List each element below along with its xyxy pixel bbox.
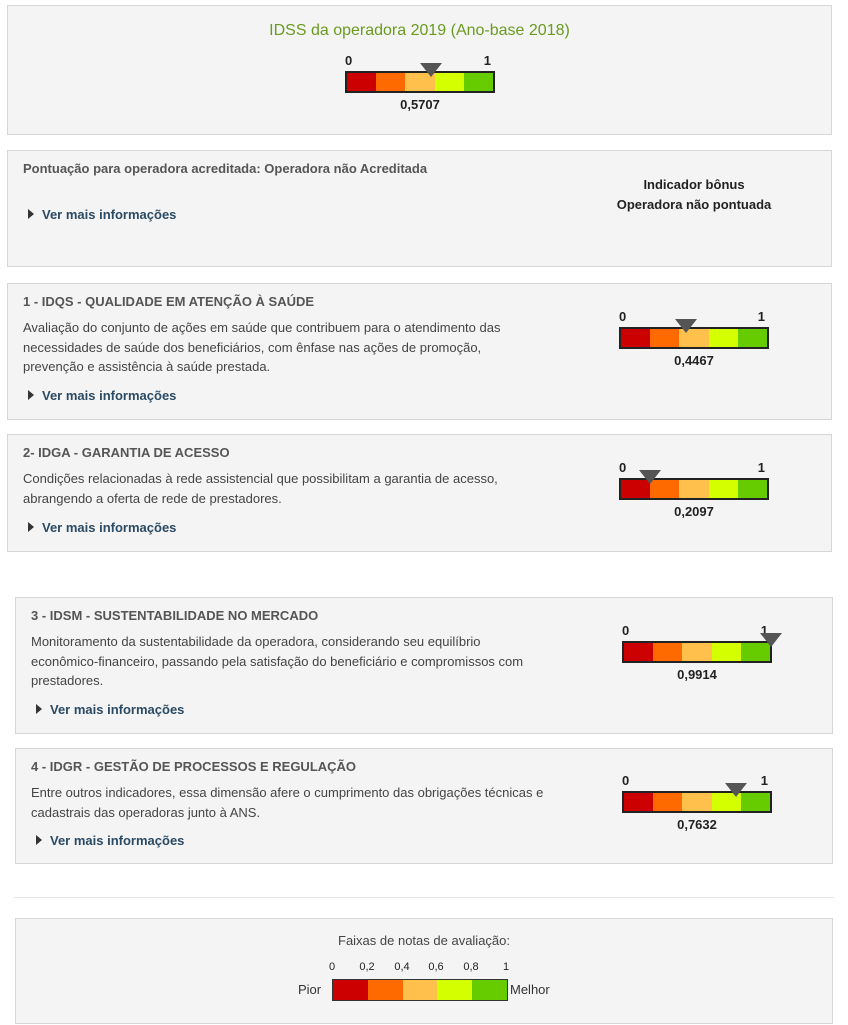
gauge-score: 0,2097 <box>674 504 714 519</box>
idsm-gauge <box>622 623 772 683</box>
gauge-marker <box>725 783 747 797</box>
section-title: 4 - IDGR - GESTÃO DE PROCESSOS E REGULAÇÃO <box>31 759 357 774</box>
section-idsm <box>15 597 833 734</box>
idss-summary-panel <box>7 5 832 135</box>
ver-mais-link-idqs[interactable] <box>28 388 176 403</box>
section-description: Monitoramento da sustentabilidade da operadora, considerando seu equilíbrio econômico-financeiro, passando pela satisfação do beneficiário e compromissos com prestadores. <box>31 634 524 688</box>
ver-mais-link-idga[interactable] <box>28 520 176 535</box>
section-title: 3 - IDSM - SUSTENTABILIDADE NO MERCADO <box>31 608 319 623</box>
caret-right-icon <box>28 522 34 532</box>
section-description: Entre outros indicadores, essa dimensão afere o cumprimento das obrigações técnicas e cadastrais das operadoras junto à ANS. <box>31 785 544 820</box>
idgr-gauge <box>622 773 772 833</box>
legend-tick: 0,4 <box>394 961 410 973</box>
legend-worst-label: Pior <box>298 982 322 997</box>
gauge-score: 0,7632 <box>677 817 717 832</box>
section-title: 1 - IDQS - QUALIDADE EM ATENÇÃO À SAÚDE <box>23 294 315 309</box>
ver-mais-link-idgr[interactable] <box>36 833 184 848</box>
bonus-indicator <box>584 175 804 215</box>
ver-mais-link-idsm[interactable] <box>36 702 184 717</box>
accreditation-title: Pontuação para operadora acreditada: Operadora não Acreditada <box>23 161 428 176</box>
legend-tick: 0 <box>328 961 336 973</box>
gauge-min-label: 0 <box>619 460 627 475</box>
caret-right-icon <box>36 704 42 714</box>
gauge-max-label: 1 <box>760 773 768 788</box>
gauge-score: 0,9914 <box>677 667 717 682</box>
section-description: Condições relacionadas à rede assistencial que possibilitam a garantia de acesso, abrangendo a oferta de rede de prestadores. <box>23 471 498 506</box>
gauge-max-label: 1 <box>760 623 768 638</box>
ver-mais-label: Ver mais informações <box>50 702 185 717</box>
ver-mais-label: Ver mais informações <box>42 207 177 222</box>
idqs-gauge <box>619 309 769 369</box>
idga-gauge <box>619 460 769 520</box>
gauge-score: 0,4467 <box>674 353 714 368</box>
section-idqs <box>7 283 832 420</box>
gauge-marker <box>760 633 782 647</box>
accreditation-panel <box>7 150 832 267</box>
legend-best-label: Melhor <box>510 982 550 997</box>
ver-mais-label: Ver mais informações <box>42 520 177 535</box>
section-idgr <box>15 748 833 864</box>
gauge-max-label: 1 <box>483 53 491 68</box>
idss-gauge <box>345 53 495 113</box>
section-title: 2- IDGA - GARANTIA DE ACESSO <box>23 445 230 460</box>
gauge-bar <box>622 791 772 813</box>
bonus-status: Operadora não pontuada <box>616 197 772 212</box>
legend-panel <box>15 918 833 1024</box>
gauge-min-label: 0 <box>345 53 353 68</box>
caret-right-icon <box>28 390 34 400</box>
gauge-marker <box>675 319 697 333</box>
section-idga <box>7 434 832 552</box>
gauge-min-label: 0 <box>622 773 630 788</box>
ver-mais-label: Ver mais informações <box>50 833 185 848</box>
bonus-label: Indicador bônus <box>643 177 745 192</box>
gauge-max-label: 1 <box>757 460 765 475</box>
divider <box>14 897 834 898</box>
gauge-marker <box>420 63 442 77</box>
gauge-min-label: 0 <box>619 309 627 324</box>
caret-right-icon <box>28 209 34 219</box>
legend-title: Faixas de notas de avaliação: <box>338 933 510 948</box>
ver-mais-label: Ver mais informações <box>42 388 177 403</box>
caret-right-icon <box>36 835 42 845</box>
legend-tick: 0,2 <box>359 961 375 973</box>
idss-title: IDSS da operadora 2019 (Ano-base 2018) <box>269 22 570 39</box>
ver-mais-link-accreditation[interactable] <box>28 207 176 222</box>
gauge-score: 0,5707 <box>400 97 440 112</box>
section-description: Avaliação do conjunto de ações em saúde que contribuem para o atendimento das necessidades de saúde dos beneficiários, com ênfase nas ações de promoção, prevenção e assistência à saúde prestada. <box>23 320 501 374</box>
gauge-min-label: 0 <box>622 623 630 638</box>
legend-tick: 0,6 <box>428 961 444 973</box>
legend-tick: 1 <box>502 961 510 973</box>
gauge-max-label: 1 <box>757 309 765 324</box>
legend-tick: 0,8 <box>463 961 479 973</box>
legend-color-bar <box>332 979 508 1001</box>
gauge-bar <box>622 641 772 663</box>
gauge-marker <box>639 470 661 484</box>
